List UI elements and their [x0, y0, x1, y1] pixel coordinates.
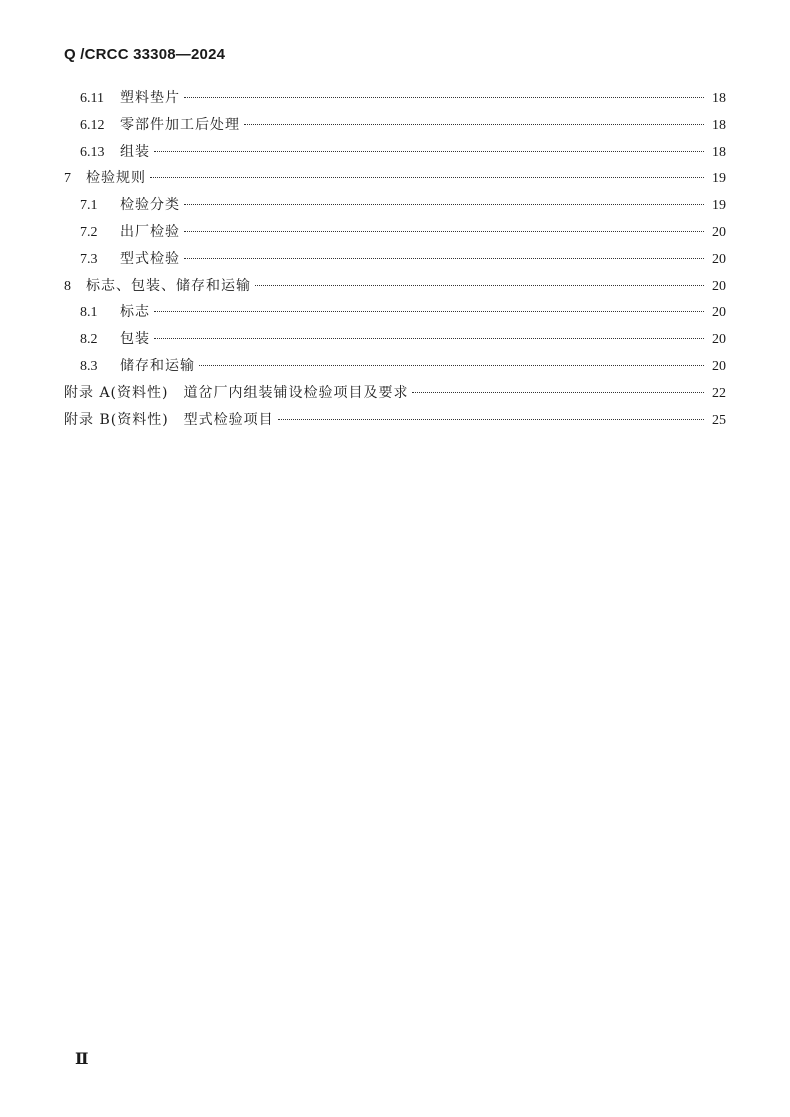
toc-entry-title: 塑料垫片: [120, 90, 180, 106]
toc-entry-number: 8: [64, 278, 71, 294]
toc-entry-appendix-b[interactable]: [64, 407, 726, 434]
toc-entry-number: 6.13: [80, 144, 105, 160]
toc-entry-title: 零部件加工后处理: [120, 116, 240, 133]
toc-dot-leader: [255, 284, 704, 286]
toc-entry[interactable]: [64, 219, 726, 246]
toc-entry-appendix-a[interactable]: [64, 380, 726, 407]
toc-entry[interactable]: [64, 353, 726, 380]
toc-entry[interactable]: [64, 326, 726, 353]
toc-entry-number: 8.3: [80, 358, 98, 374]
toc-entry[interactable]: [64, 246, 726, 273]
toc-entry[interactable]: [64, 299, 726, 326]
toc-entry-title: 附录 B(资料性) 型式检验项目: [64, 411, 274, 428]
toc-entry-page: 25: [712, 412, 726, 428]
toc-entry-title: 组装: [120, 143, 150, 160]
toc-entry-page: 19: [712, 198, 726, 214]
toc-entry[interactable]: [64, 139, 726, 166]
toc-entry[interactable]: [64, 165, 726, 192]
toc-entry-title: 标志: [120, 304, 150, 321]
page-number: Ⅱ: [75, 1051, 89, 1068]
toc-entry[interactable]: [64, 85, 726, 112]
toc-entry[interactable]: [64, 273, 726, 300]
toc-entry-number: 7: [64, 171, 71, 187]
toc-dot-leader: [184, 203, 704, 205]
toc-dot-leader: [278, 418, 704, 420]
toc-entry-page: 18: [712, 144, 726, 160]
toc-entry-number: 7.1: [80, 198, 98, 214]
toc-entry-page: 20: [712, 251, 726, 267]
toc-entry-title: 检验分类: [120, 197, 180, 214]
table-of-contents: [64, 85, 726, 433]
toc-entry-page: 20: [712, 358, 726, 374]
toc-entry-title: 检验规则: [86, 170, 146, 187]
toc-entry-page: 20: [712, 224, 726, 240]
toc-entry-number: 7.3: [80, 251, 98, 267]
toc-entry-title: 包装: [120, 331, 150, 348]
standard-code-header: Q /CRCC 33308—2024: [64, 46, 226, 63]
toc-dot-leader: [154, 310, 704, 312]
toc-entry-number: 6.11: [80, 91, 104, 106]
toc-entry-title: 标志、包装、储存和运输: [86, 277, 251, 294]
toc-dot-leader: [184, 257, 704, 259]
toc-entry[interactable]: [64, 192, 726, 219]
toc-entry-page: 20: [712, 305, 726, 321]
toc-entry-title: 储存和运输: [120, 357, 195, 374]
toc-dot-leader: [154, 150, 704, 152]
toc-entry-number: 6.12: [80, 117, 105, 133]
toc-dot-leader: [412, 391, 704, 393]
toc-dot-leader: [244, 123, 704, 125]
toc-entry-title: 出厂检验: [120, 223, 180, 240]
toc-dot-leader: [184, 230, 704, 232]
toc-dot-leader: [199, 364, 704, 366]
toc-dot-leader: [154, 337, 704, 339]
toc-entry-title: 型式检验: [120, 250, 180, 267]
toc-entry[interactable]: [64, 112, 726, 139]
toc-entry-number: 8.2: [80, 332, 98, 348]
toc-dot-leader: [184, 96, 704, 98]
toc-dot-leader: [150, 176, 704, 178]
toc-entry-page: 18: [712, 91, 726, 106]
toc-entry-title: 附录 A(资料性) 道岔厂内组装铺设检验项目及要求: [64, 384, 409, 401]
toc-entry-page: 20: [712, 278, 726, 294]
toc-entry-page: 19: [712, 171, 726, 187]
toc-entry-number: 7.2: [80, 224, 98, 240]
toc-entry-page: 18: [712, 117, 726, 133]
toc-entry-page: 20: [712, 332, 726, 348]
toc-entry-number: 8.1: [80, 305, 98, 321]
toc-entry-page: 22: [712, 385, 726, 401]
